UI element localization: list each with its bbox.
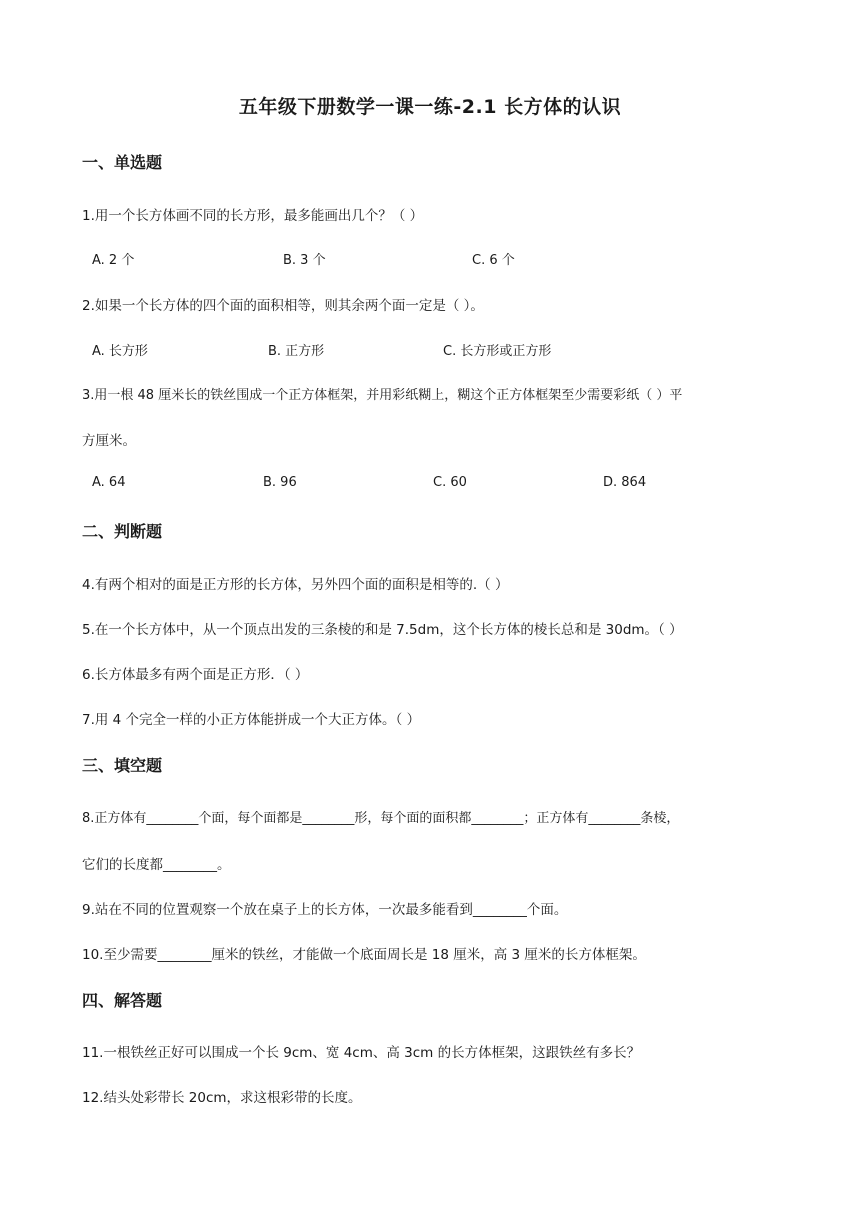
- question-2: 2.如果一个长方体的四个面的面积相等，则其余两个面一定是（ ）。: [82, 298, 484, 314]
- section-heading-true-false: 二、判断题: [82, 522, 163, 541]
- question-1: 1.用一个长方体画不同的长方形，最多能画出几个？（ ）: [82, 208, 424, 224]
- question-1-option-b: B. 3 个: [283, 253, 326, 268]
- page-title: 五年级下册数学一课一练-2.1 长方体的认识: [238, 96, 622, 118]
- question-8-line-2: 它们的长度都________。: [82, 857, 231, 873]
- question-9: 9.站在不同的位置观察一个放在桌子上的长方体，一次最多能看到________个面。: [82, 902, 568, 918]
- question-3-line-1: 3.用一根 48 厘米长的铁丝围成一个正方体框架，并用彩纸糊上，糊这个正方体框架至少需要彩纸（ ）平: [82, 388, 683, 403]
- question-4: 4.有两个相对的面是正方形的长方体，另外四个面的面积是相等的.（ ）: [82, 577, 509, 593]
- question-8-line-1: 8.正方体有________个面，每个面都是________形，每个面的面积都________；正方体有________条棱，: [82, 811, 680, 826]
- question-3-line-2: 方厘米。: [82, 433, 136, 449]
- question-2-option-c: C. 长方形或正方形: [443, 344, 552, 359]
- question-3-option-b: B. 96: [263, 475, 297, 490]
- question-11: 11.一根铁丝正好可以围成一个长 9cm、宽 4cm、高 3cm 的长方体框架，这跟铁丝有多长？: [82, 1045, 641, 1061]
- question-2-option-a: A. 长方形: [92, 344, 148, 359]
- question-3-option-c: C. 60: [433, 475, 467, 490]
- section-heading-answer: 四、解答题: [82, 991, 163, 1010]
- question-1-option-c: C. 6 个: [472, 253, 515, 268]
- question-12: 12.结头处彩带长 20cm，求这根彩带的长度。: [82, 1090, 362, 1106]
- section-heading-single-choice: 一、单选题: [82, 153, 163, 172]
- question-6: 6.长方体最多有两个面是正方形．（ ）: [82, 667, 309, 683]
- question-3-option-d: D. 864: [603, 475, 647, 490]
- question-3-option-a: A. 64: [92, 475, 126, 490]
- question-1-option-a: A. 2 个: [92, 253, 135, 268]
- section-heading-fill-blank: 三、填空题: [82, 756, 163, 775]
- question-10: 10.至少需要________厘米的铁丝，才能做一个底面周长是 18 厘米，高 3 厘米的长方体框架。: [82, 947, 646, 963]
- question-7: 7.用 4 个完全一样的小正方体能拼成一个大正方体。（ ）: [82, 712, 421, 728]
- question-2-option-b: B. 正方形: [268, 344, 325, 359]
- question-5: 5.在一个长方体中，从一个顶点出发的三条棱的和是 7.5dm，这个长方体的棱长总和是 30dm。（ ）: [82, 622, 683, 638]
